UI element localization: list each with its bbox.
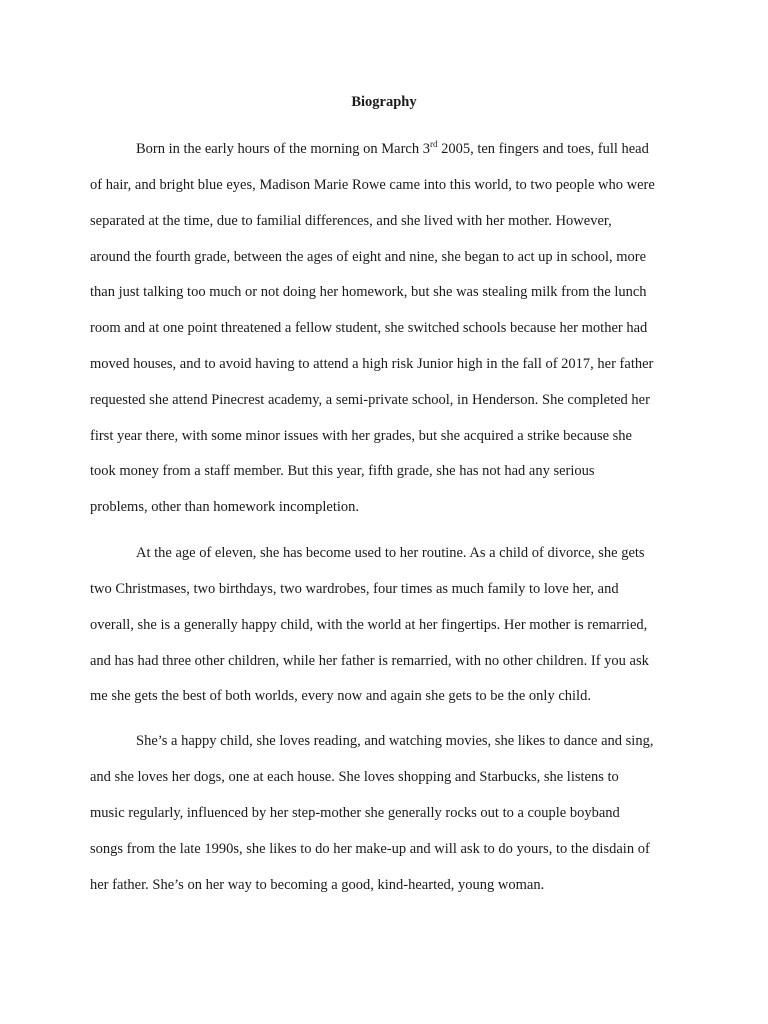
paragraph-3-line-1: She’s a happy child, she loves reading, and watching movies, she likes to dance and sing, (136, 733, 654, 749)
paragraph-1-line-4: around the fourth grade, between the ages of eight and nine, she began to act up in school, more (90, 249, 647, 265)
paragraph-1-line-2: of hair, and bright blue eyes, Madison Marie Rowe came into this world, to two people who were (90, 177, 655, 193)
paragraph-1-line-8: requested she attend Pinecrest academy, a semi-private school, in Henderson. She completed her (90, 392, 650, 408)
paragraph-3-line-2: and she loves her dogs, one at each house. She loves shopping and Starbucks, she listens to (90, 769, 619, 785)
paragraph-1-line-9: first year there, with some minor issues with her grades, but she acquired a strike because she (90, 428, 632, 444)
paragraph-1-line-1 (136, 139, 736, 159)
paragraph-1-line-7: moved houses, and to avoid having to attend a high risk Junior high in the fall of 2017, her father (90, 356, 654, 372)
paragraph-2-line-3: overall, she is a generally happy child, with the world at her fingertips. Her mother is remarried, (90, 617, 648, 633)
paragraph-1-line-11: problems, other than homework incompletion. (90, 499, 360, 515)
paragraph-3-line-4: songs from the late 1990s, she likes to do her make-up and will ask to do yours, to the disdain of (90, 841, 650, 857)
ordinal-suffix: rd (429, 139, 438, 149)
paragraph-3-line-3: music regularly, influenced by her step-mother she generally rocks out to a couple boyband (90, 805, 620, 821)
paragraph-1-line-6: room and at one point threatened a fellow student, she switched schools because her mother had (90, 320, 648, 336)
paragraph-1-line-3: separated at the time, due to familial differences, and she lived with her mother. However, (90, 213, 612, 229)
paragraph-2-line-2: two Christmases, two birthdays, two wardrobes, four times as much family to love her, and (90, 581, 619, 597)
paragraph-1-line-5: than just talking too much or not doing her homework, but she was stealing milk from the lunch (90, 284, 647, 300)
page-title: Biography (351, 94, 417, 110)
line-text: 2005, ten fingers and toes, full head (437, 141, 649, 157)
paragraph-2-line-5: me she gets the best of both worlds, every now and again she gets to be the only child. (90, 688, 591, 704)
line-text: Born in the early hours of the morning on March 3 (136, 141, 430, 157)
paragraph-1-line-10: took money from a staff member. But this year, fifth grade, she has not had any serious (90, 463, 595, 479)
paragraph-3-line-5: her father. She’s on her way to becoming a good, kind-hearted, young woman. (90, 877, 545, 893)
paragraph-2-line-4: and has had three other children, while her father is remarried, with no other children. If you ask (90, 653, 649, 669)
paragraph-2-line-1: At the age of eleven, she has become used to her routine. As a child of divorce, she gets (136, 545, 645, 561)
